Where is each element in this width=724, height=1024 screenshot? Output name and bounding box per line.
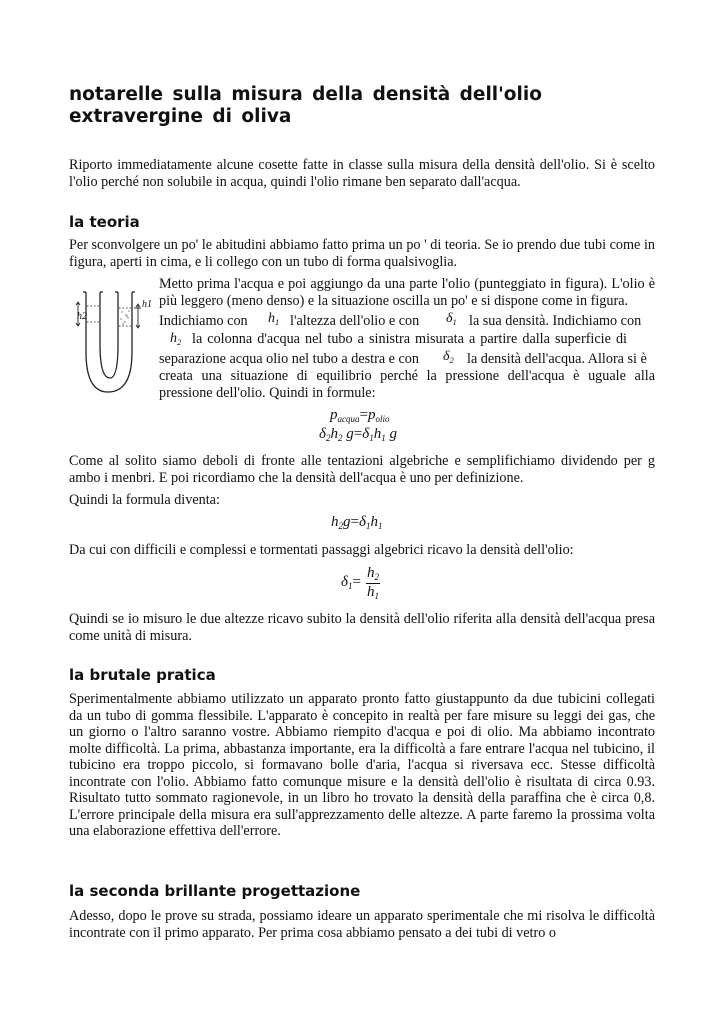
intro-paragraph: Riporto immediatamente alcune cosette fatte in classe sulla misura della densità dell'olio. Si è scelto l'olio perché non solubile in acqua, quindi l'olio rimane ben separato dall'acqua. [69, 157, 655, 190]
section-heading-design: la seconda brillante progettazione [69, 882, 361, 900]
theory-paragraph-6: Quindi se io misuro le due altezze ricavo subito la densità dell'olio riferita alla densità dell'acqua presa come unità di misura. [69, 611, 655, 644]
figure-label-h2: h2 [77, 311, 87, 322]
symbol-h2: $h_2$ [170, 331, 182, 347]
theory-p2-text-d: la colonna d'acqua nel tubo a sinistra misurata a partire dalla superficie di [192, 331, 627, 347]
theory-paragraph-5: Da cui con difficili e complessi e tormentati passaggi algebrici ricavo la densità dell'olio: [69, 542, 574, 558]
theory-p2-text-f: la densità dell'acqua. Allora si è [467, 351, 647, 367]
design-paragraph-1: Adesso, dopo le prove su strada, possiamo ideare un apparato sperimentale che mi risolva le difficoltà incontrate con il primo apparato. Per prima cosa abbiamo pensato a dei tubi di vetro o [69, 908, 655, 941]
equation-simplified: $h_2g=\delta_1h_1$ [331, 514, 383, 531]
theory-p2-text-e: separazione acqua olio nel tubo a destra e con [159, 351, 419, 367]
equation-oil-density: $\delta_1=$ $h_2$ $h_1$ [341, 565, 379, 601]
section-heading-theory: la teoria [69, 213, 140, 231]
symbol-delta2: $\delta_2$ [443, 349, 454, 365]
symbol-h1: $h_1$ [268, 311, 280, 327]
theory-paragraph-4: Quindi la formula diventa: [69, 492, 220, 508]
page-title: notarelle sulla misura della densità dell'olio extravergine di oliva [69, 84, 542, 127]
theory-p2-text-b: l'altezza dell'olio e con [290, 313, 420, 329]
equation-density-height: $\delta_2h_2$ $g=\delta_1h_1$ g [319, 426, 397, 443]
theory-paragraph-1: Per sconvolgere un po' le abitudini abbiamo fatto prima un po ' di teoria. Se io prendo due tubi come in figura, aperti in cima, e li collego con un tubo di forma qualsivoglia. [69, 237, 655, 270]
practice-paragraph-1: Sperimentalmente abbiamo utilizzato un apparato pronto fatto giustappunto da due tubicini collegati da un tubo di gomma flessibile. L'apparato è concepito in realtà per fare misure su leggi dei gas, che un giorno o l'altro saranno vostre. Abbiamo riempito d'acqua e poi di olio. Ma abbiamo incontrato molte difficoltà. La prima, abbastanza importante, era la difficoltà a fare entrare l'acqua nel tubicino, il tubicino era troppo piccolo, si formavano bolle d'aria, l'acqua si riversava ecc. Stesse difficoltà incontrate con l'olio. Abbiamo fatto comunque misure e la densità dell'olio è risultata di circa 0.93. Risultato tutto sommato ragionevole, in un libro ho trovato la densità della paraffina che è circa 0,8. L'errore principale della misura era sull'apprezzamento delle altezze. A parte faremo la prossima volta una elaborazione effettiva dell'errore. [69, 691, 655, 839]
equation-pressure: $p_{acqua}=p_{olio}$ [330, 407, 390, 424]
theory-p2-text-c: la sua densità. Indichiamo con [469, 313, 642, 329]
theory-paragraph-3: Come al solito siamo deboli di fronte alle tentazioni algebriche e semplifichiamo dividendo per g ambo i menbri. E poi ricordiamo che la densità dell'acqua è uno per definizione. [69, 453, 655, 486]
section-heading-practice: la brutale pratica [69, 666, 216, 684]
figure-label-h1: h1 [142, 299, 152, 310]
theory-paragraph-2-start: Metto prima l'acqua e poi aggiungo da una parte l'olio (punteggiato in figura). L'olio è più leggero (meno denso) e la situazione oscilla un po' e si dispone come in figura. [159, 276, 655, 309]
theory-paragraph-2-end: creata una situazione di equilibrio perché la pressione dell'acqua è uguale alla pressione dell'olio. Quindi in formule: [159, 368, 655, 401]
theory-p2-text-a: Indichiamo con [159, 313, 248, 329]
symbol-delta1: $\delta_1$ [446, 311, 457, 327]
